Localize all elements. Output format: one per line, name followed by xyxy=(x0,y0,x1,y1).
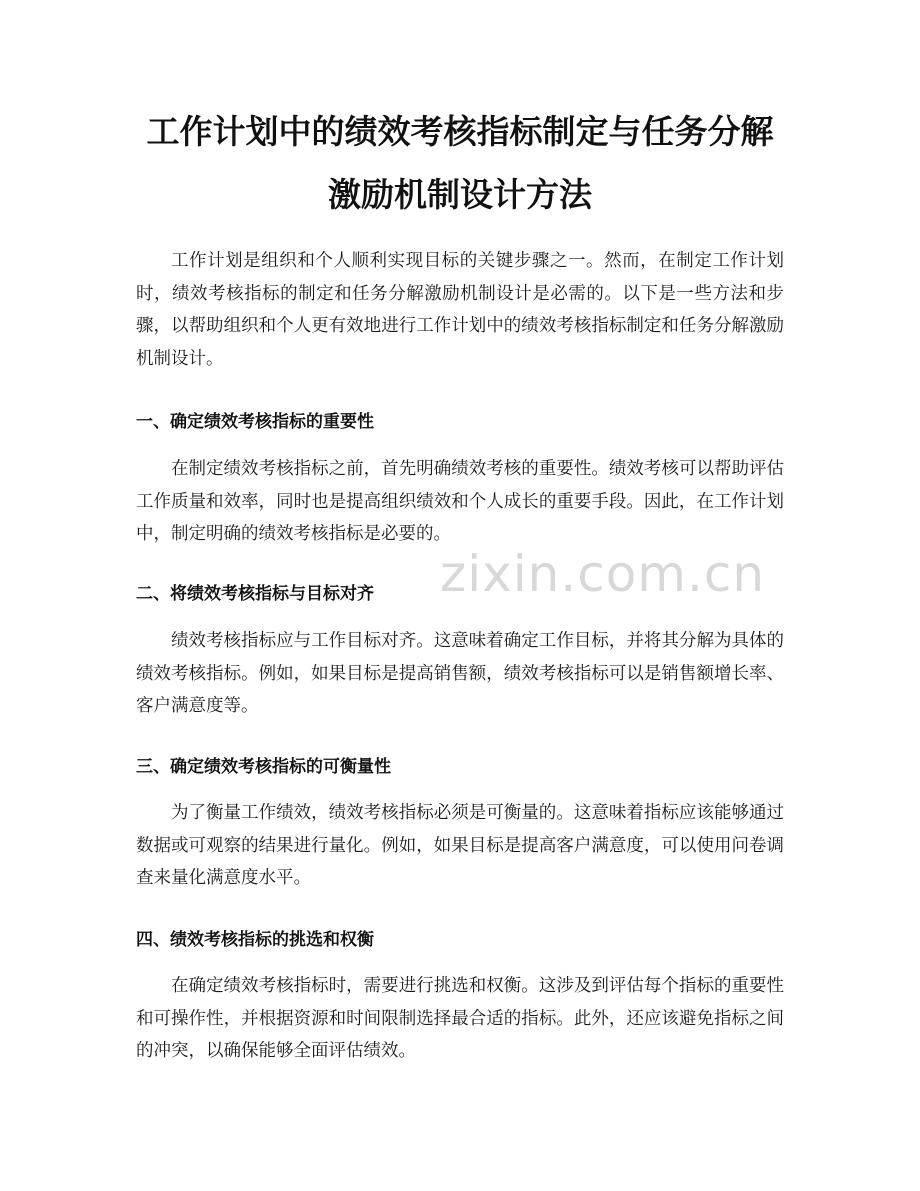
section-heading-4: 四、绩效考核指标的挑选和权衡 xyxy=(136,930,374,950)
section-body-1: 在制定绩效考核指标之前，首先明确绩效考核的重要性。绩效考核可以帮助评估工作质量和效率，同时也是提高组织绩效和个人成长的重要手段。因此，在工作计划中，制定明确的绩效考核指标是必要的。 xyxy=(136,459,784,545)
section-heading-1: 一、确定绩效考核指标的重要性 xyxy=(136,412,374,432)
section-body-3: 为了衡量工作绩效，绩效考核指标必须是可衡量的。这意味着指标应该能够通过数据或可观察的结果进行量化。例如，如果目标是提高客户满意度，可以使用问卷调查来量化满意度水平。 xyxy=(136,803,784,889)
intro-paragraph: 工作计划是组织和个人顺利实现目标的关键步骤之一。然而，在制定工作计划时，绩效考核指标的制定和任务分解激励机制设计是必需的。以下是一些方法和步骤，以帮助组织和个人更有效地进行工作计划中的绩效考核指标制定和任务分解激励机制设计。 xyxy=(136,251,784,369)
section-body-2: 绩效考核指标应与工作目标对齐。这意味着确定工作目标，并将其分解为具体的绩效考核指标。例如，如果目标是提高销售额，绩效考核指标可以是销售额增长率、客户满意度等。 xyxy=(136,631,784,717)
section-heading-3: 三、确定绩效考核指标的可衡量性 xyxy=(136,757,391,777)
document-title-line-2: 激励机制设计方法 xyxy=(328,175,592,214)
document-title-line-1: 工作计划中的绩效考核指标制定与任务分解 xyxy=(146,112,774,151)
section-body-4: 在确定绩效考核指标时，需要进行挑选和权衡。这涉及到评估每个指标的重要性和可操作性，并根据资源和时间限制选择最合适的指标。此外，还应该避免指标之间的冲突，以确保能够全面评估绩效。 xyxy=(136,976,784,1062)
watermark: zixin.com.cn xyxy=(440,545,766,603)
section-heading-2: 二、将绩效考核指标与目标对齐 xyxy=(136,584,374,604)
